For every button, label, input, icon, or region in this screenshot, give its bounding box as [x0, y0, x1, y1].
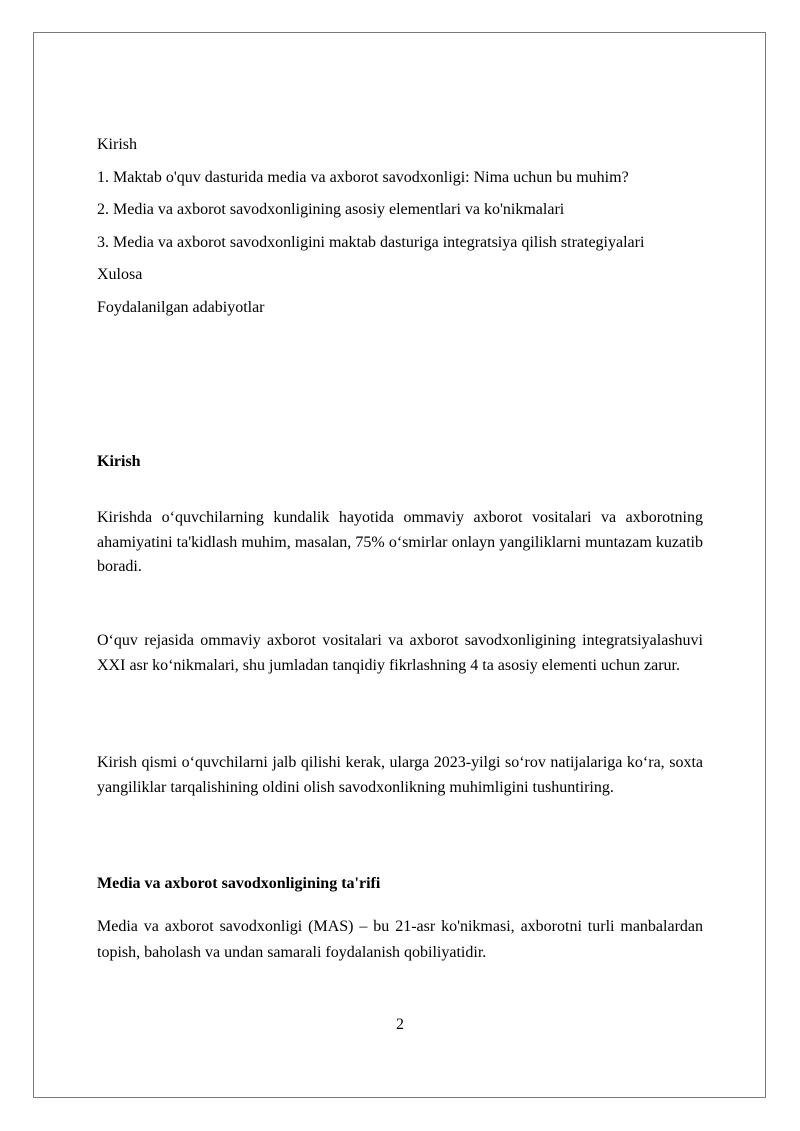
- toc-item-conclusion: Xulosa: [97, 266, 143, 283]
- toc-item-intro: Kirish: [97, 136, 137, 153]
- definition-heading: Media va axborot savodxonligining ta'rifi: [97, 875, 381, 892]
- toc-item-section-2: 2. Media va axborot savodxonligining asosiy elementlari va ko'nikmalari: [97, 201, 565, 218]
- toc-item-section-1: 1. Maktab o'quv dasturida media va axborot savodxonligi: Nima uchun bu muhim?: [97, 168, 629, 186]
- toc-item-references: Foydalanilgan adabiyotlar: [97, 298, 265, 316]
- intro-paragraph-1: Kirishda o‘quvchilarning kundalik hayotida ommaviy axborot vositalari va axborotning ahamiyatini ta'kidlash muhim, masalan, 75% o‘smirlar onlayn yangiliklarni muntazam kuzatib boradi.: [97, 509, 703, 575]
- definition-paragraph: Media va axborot savodxonligi (MAS) – bu 21-asr ko'nikmasi, axborotni turli manbalardan topish, baholash va undan samarali foydalanish qobiliyatidir.: [97, 918, 703, 961]
- intro-paragraph-2: O‘quv rejasida ommaviy axborot vositalari va axborot savodxonligining integratsiyalashuvi XXI asr ko‘nikmalari, shu jumladan tanqidiy fikrlashning 4 ta asosiy elementi uchun zarur.: [97, 632, 703, 674]
- intro-paragraph-3: Kirish qismi o‘quvchilarni jalb qilishi kerak, ularga 2023-yilgi so‘rov natijalariga ko‘ra, soxta yangiliklar tarqalishining oldini olish savodxonlikning muhimligini tushuntiring.: [97, 754, 703, 796]
- toc-item-section-3: 3. Media va axborot savodxonligini maktab dasturiga integratsiya qilish strategiyalari: [97, 233, 645, 251]
- page-number: 2: [396, 1016, 404, 1033]
- intro-heading: Kirish: [97, 453, 141, 470]
- table-of-contents: [97, 129, 703, 324]
